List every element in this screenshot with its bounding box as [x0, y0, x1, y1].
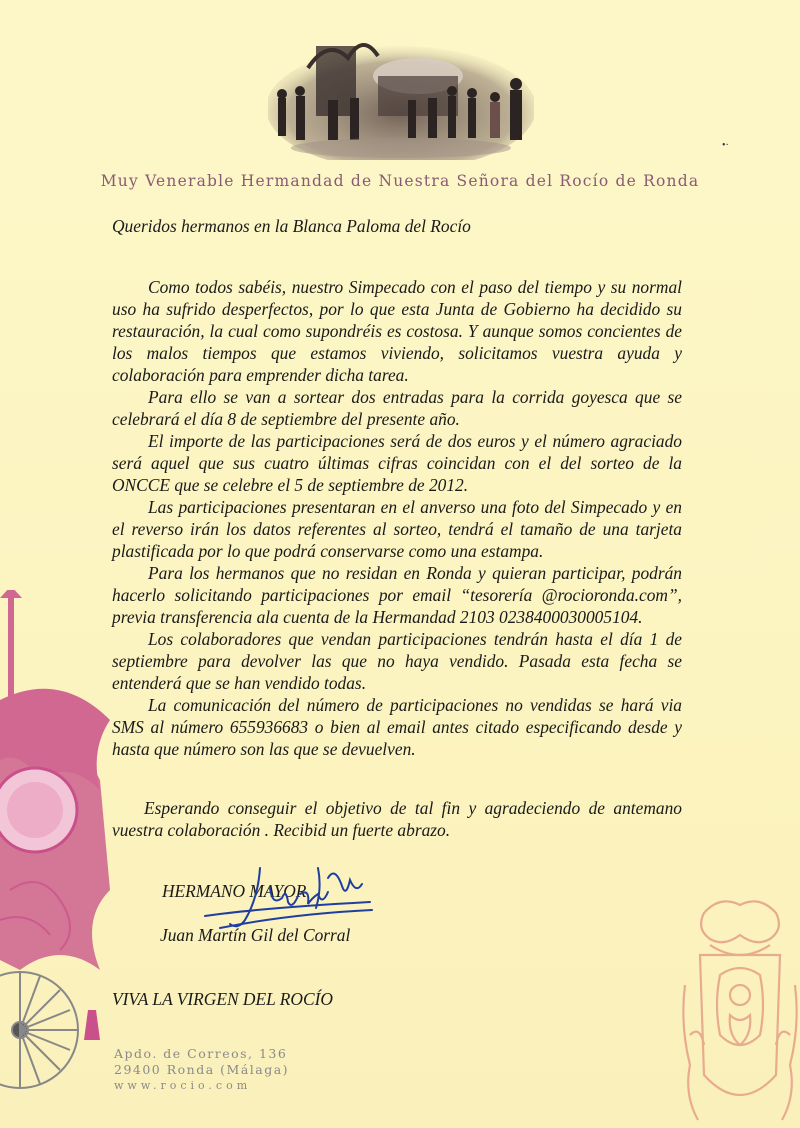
simpecado-banner-icon	[0, 590, 130, 1128]
address-line-1: Apdo. de Correos, 136	[114, 1046, 288, 1061]
signature-name: Juan Martín Gil del Corral	[160, 925, 351, 945]
paragraph: Las participaciones presentaran en el anverso una foto del Simpecado y en el reverso irán los datos referentes al sorteo, tendrá el tamaño de una tarjeta plastificada por lo que podrá conservarse como una estampa.	[112, 497, 682, 561]
paragraph: El importe de las participaciones será de dos euros y el número agraciado será aquel que sus cuatro últimas cifras coincidan con el del sorteo de la ONCCE que se celebre el 5 de septiembre de 2012.	[112, 431, 682, 495]
paragraph: Para ello se van a sortear dos entradas para la corrida goyesca que se celebrará el día 8 de septiembre del presente año.	[112, 387, 682, 429]
letter-body	[112, 276, 682, 760]
website: www.rocio.com	[114, 1079, 252, 1092]
closing-text: Esperando conseguir el objetivo de tal fin y agradeciendo de antemano vuestra colaboración . Recibid un fuerte abrazo.	[112, 798, 682, 840]
handwritten-signature	[200, 858, 375, 938]
closing-exclamation: VIVA LA VIRGEN DEL ROCÍO	[112, 989, 333, 1009]
paragraph: La comunicación del número de participaciones no vendidas se hará via SMS al número 655936683 o bien al email antes citado especificando desde y hasta que número son las que se devuelven.	[112, 695, 682, 759]
paragraph: Como todos sabéis, nuestro Simpecado con el paso del tiempo y su normal uso ha sufrido desperfectos, por lo que esta Junta de Gobierno ha decidido su restauración, la cual como supondréis es costosa. Y aunque somos concientes de los malos tiempos que estamos viviendo, solicitamos vuestra ayuda y colaboración para emprender dicha tarea.	[112, 277, 682, 385]
paragraph: Para los hermanos que no residan en Ronda y quieran participar, podrán hacerlo solicitando participaciones por email “tesorería @rocioronda.com”, previa transferencia ala cuenta de la Hermandad 2103 0238400030005104.	[112, 563, 682, 627]
paper-speck: •·	[722, 140, 729, 151]
organization-name: Muy Venerable Hermandad de Nuestra Señora del Rocío de Ronda	[100, 172, 700, 190]
signature-role: HERMANO MAYOR	[162, 881, 307, 901]
paragraph: Los colaboradores que vendan participaciones tendrán hasta el día 1 de septiembre para devolver las que no haya vendido. Pasada esta fecha se entenderá que se han vendido todas.	[112, 629, 682, 693]
procession-photo	[268, 28, 534, 160]
coat-of-arms-seal-icon	[680, 895, 800, 1128]
salutation: Queridos hermanos en la Blanca Paloma del Rocío	[112, 216, 471, 236]
address-line-2: 29400 Ronda (Málaga)	[114, 1062, 290, 1077]
closing-paragraph	[112, 797, 682, 841]
postal-address	[114, 1046, 289, 1094]
